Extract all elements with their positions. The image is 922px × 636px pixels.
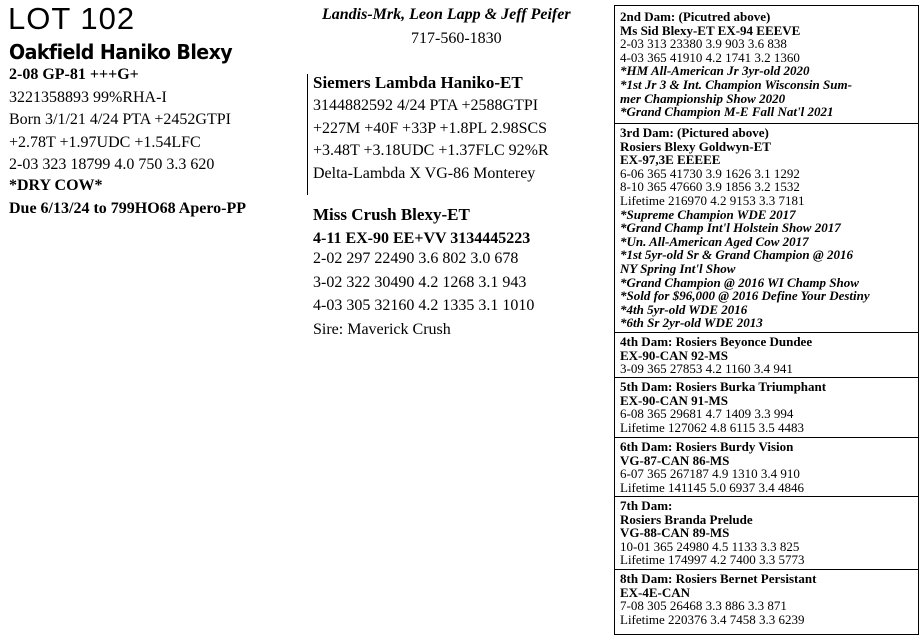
pedigree-line: *Un. All-American Aged Cow 2017 <box>620 233 809 249</box>
sire-detail-line: 3144882592 4/24 PTA +2588GTPI <box>313 97 539 114</box>
pedigree-line: 7-08 305 26468 3.3 886 3.3 871 <box>620 598 787 614</box>
pedigree-line: *1st Jr 3 & Int. Champion Wisconsin Sum- <box>620 77 852 92</box>
pedigree-line: *Sold for $96,000 @ 2016 Define Your Destiny <box>620 288 870 304</box>
pedigree-separator <box>614 569 919 570</box>
pedigree-line: Lifetime 141145 5.0 6937 3.4 4846 <box>620 479 805 495</box>
pedigree-line: 4-03 365 41910 4.2 1741 3.2 1360 <box>620 49 800 65</box>
pedigree-line: 6th Dam: Rosiers Burdy Vision <box>620 439 794 454</box>
pedigree-line: Rosiers Branda Prelude <box>620 511 753 527</box>
pedigree-line: 6-07 365 267187 4.9 1310 3.4 910 <box>620 466 800 482</box>
pedigree-line: EX-90-CAN 92-MS <box>620 347 728 363</box>
cow-detail-line: Due 6/13/24 to 799HO68 Apero-PP <box>9 200 247 217</box>
pedigree-line: 3-09 365 27853 4.2 1160 3.4 941 <box>620 361 793 377</box>
pedigree-line: Lifetime 220376 3.4 7458 3.3 6239 <box>620 611 805 627</box>
pedigree-line: *Grand Champion M-E Fall Nat'l 2021 <box>620 104 834 120</box>
pedigree-line: 6-06 365 41730 3.9 1626 3.1 1292 <box>620 165 800 181</box>
pedigree-line: 4th Dam: Rosiers Beyonce Dundee <box>620 334 813 349</box>
pedigree-line: Ms Sid Blexy-ET EX-94 EEEVE <box>620 22 801 38</box>
dam-name: Miss Crush Blexy-ET <box>313 205 470 224</box>
pedigree-line: Lifetime 216970 4.2 9153 3.3 7181 <box>620 193 805 208</box>
pedigree-line: EX-90-CAN 91-MS <box>620 392 728 408</box>
pedigree-separator <box>614 377 919 378</box>
pedigree-line: 7th Dam: <box>620 498 673 513</box>
breeder-phone: 717-560-1830 <box>411 30 502 47</box>
pedigree-line: 8th Dam: Rosiers Bernet Persistant <box>620 571 817 586</box>
pedigree-line: mer Championship Show 2020 <box>620 90 786 106</box>
pedigree-separator <box>614 123 919 124</box>
pedigree-line: 10-01 365 24980 4.5 1133 3.3 825 <box>620 538 800 554</box>
pedigree-line: *4th 5yr-old WDE 2016 <box>620 301 748 317</box>
pedigree-line: EX-4E-CAN <box>620 584 691 600</box>
lot-number: LOT 102 <box>8 1 136 36</box>
pedigree-line: *Grand Champion @ 2016 WI Champ Show <box>620 274 859 290</box>
pedigree-line: VG-87-CAN 86-MS <box>620 452 730 468</box>
sire-detail-line: +227M +40F +33P +1.8PL 2.98SCS <box>313 119 548 137</box>
pedigree-line: *HM All-American Jr 3yr-old 2020 <box>620 63 810 79</box>
pedigree-line: EX-97,3E EEEEE <box>620 152 721 168</box>
cow-detail-line: 2-03 323 18799 4.0 750 3.3 620 <box>9 156 215 173</box>
pedigree-line: 5th Dam: Rosiers Burka Triumphant <box>620 379 827 394</box>
pedigree-line: 2nd Dam: (Picutred above) <box>620 9 771 24</box>
sire-divider <box>307 74 308 195</box>
sire-detail-line: +3.48T +3.18UDC +1.37FLC 92%R <box>313 142 549 159</box>
pedigree-line: Lifetime 174997 4.2 7400 3.3 5773 <box>620 552 805 568</box>
cow-detail-line: +2.78T +1.97UDC +1.54LFC <box>9 134 201 151</box>
pedigree-separator <box>614 496 919 497</box>
pedigree-line: NY Spring Int'l Show <box>620 261 736 276</box>
pedigree-line: *6th Sr 2yr-old WDE 2013 <box>620 315 763 331</box>
pedigree-line: Rosiers Blexy Goldwyn-ET <box>620 138 771 154</box>
cow-detail-line: Born 3/1/21 4/24 PTA +2452GTPI <box>9 111 231 128</box>
cow-detail-line: 2-08 GP-81 +++G+ <box>9 66 139 83</box>
sire-name: Siemers Lambda Haniko-ET <box>313 73 523 92</box>
cow-detail-line: *DRY COW* <box>9 177 103 194</box>
cow-name: Oakfield Haniko Blexy <box>9 40 233 64</box>
dam-detail-line: 2-02 297 22490 3.6 802 3.0 678 <box>313 250 519 267</box>
pedigree-line: VG-88-CAN 89-MS <box>620 525 730 541</box>
pedigree-separator <box>614 437 919 438</box>
pedigree-line: *Grand Champ Int'l Holstein Show 2017 <box>620 220 841 236</box>
pedigree-line: Lifetime 127062 4.8 6115 3.5 4483 <box>620 419 805 435</box>
dam-detail-line: 3-02 322 30490 4.2 1268 3.1 943 <box>313 273 527 291</box>
breeder-names: Landis-Mrk, Leon Lapp & Jeff Peifer <box>322 6 571 23</box>
pedigree-line: 2-03 313 23380 3.9 903 3.6 838 <box>620 36 787 52</box>
pedigree-separator <box>614 332 919 333</box>
dam-detail-line: 4-03 305 32160 4.2 1335 3.1 1010 <box>313 297 535 314</box>
pedigree-line: *Supreme Champion WDE 2017 <box>620 206 796 222</box>
sire-detail-line: Delta-Lambda X VG-86 Monterey <box>313 164 536 182</box>
cow-detail-line: 3221358893 99%RHA-I <box>9 89 167 106</box>
pedigree-line: *1st 5yr-old Sr & Grand Champion @ 2016 <box>620 247 853 263</box>
pedigree-line: 6-08 365 29681 4.7 1409 3.3 994 <box>620 406 794 422</box>
dam-score: 4-11 EX-90 EE+VV 3134445223 <box>313 230 531 247</box>
pedigree-line: 8-10 365 47660 3.9 1856 3.2 1532 <box>620 179 800 195</box>
pedigree-line: 3rd Dam: (Pictured above) <box>620 125 769 140</box>
dam-detail-line: Sire: Maverick Crush <box>313 320 451 338</box>
